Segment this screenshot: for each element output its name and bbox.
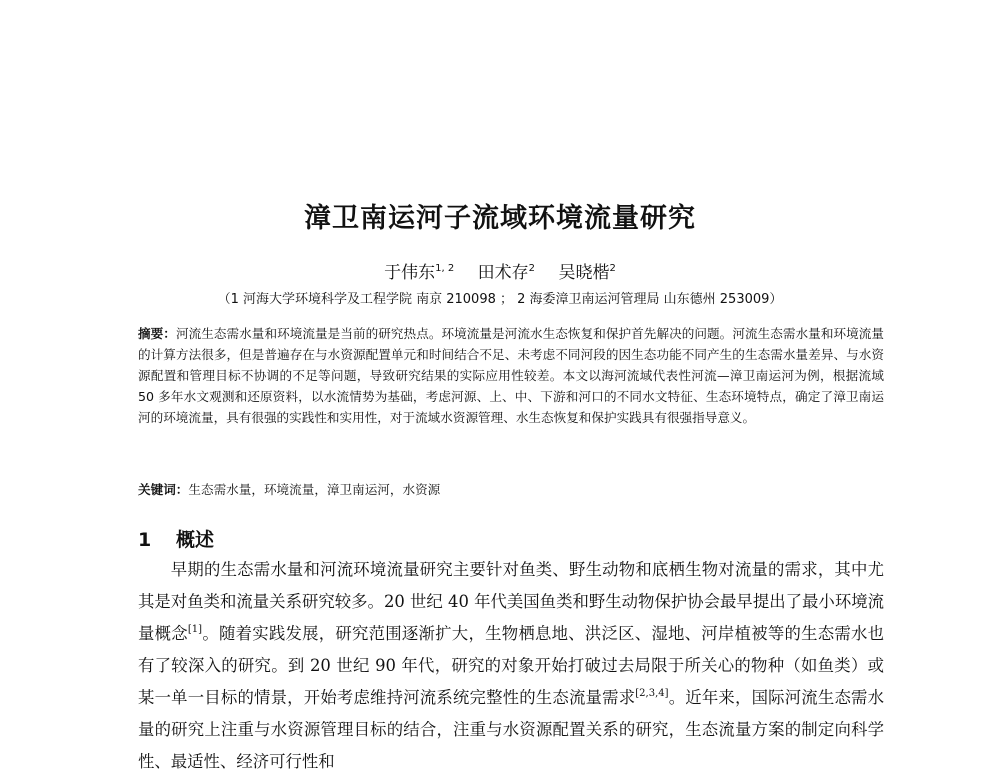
author-name: 吴晓楷 [558, 263, 610, 283]
affiliation: （1 河海大学环境科学及工程学院 南京 210098 ； 2 海委漳卫南运河管理局 山东德州 253009） [217, 292, 783, 307]
author-name: 田术存 [477, 263, 529, 283]
section-heading [138, 525, 214, 552]
citation-ref: [1] [187, 624, 203, 635]
author-1 [384, 263, 454, 283]
body-text-2: 。随着实践发展，研究范围逐渐扩大，生物栖息地、洪泛区、湿地、河岸植被等的生态需水也有了较深入的研究。到 20 世纪 90 年代，研究的对象开始打破过去局限于所关心的物种（如鱼类）或某一单一目标的情景，开始考虑维持河流系统完整性的生态流量需求 [138, 624, 885, 707]
author-affil-mark: 2 [528, 263, 536, 274]
keywords [138, 479, 884, 500]
abstract-label: 摘要： [138, 326, 176, 341]
author-name: 于伟东 [384, 263, 436, 283]
author-line [0, 258, 1000, 283]
author-affil-mark: 2 [609, 263, 616, 274]
section-number: 1 [138, 529, 152, 551]
keywords-label: 关键词： [138, 482, 189, 497]
body-paragraph [138, 554, 884, 778]
keywords-text: 生态需水量，环境流量，漳卫南运河，水资源 [188, 482, 441, 497]
body-text-1: 早期的生态需水量和河流环境流量研究主要针对鱼类、野生动物和底栖生物对流量的需求，其中尤其是对鱼类和流量关系研究较多。20 世纪 40 年代美国鱼类和野生动物保护协会最早提出了最小环境流量概念 [138, 560, 884, 643]
abstract-text: 河流生态需水量和环境流量是当前的研究热点。环境流量是河流水生态恢复和保护首先解决的问题。河流生态需水量和环境流量的计算方法很多，但是普遍存在与水资源配置单元和时间结合不足、未考虑不同河段的因生态功能不同产生的生态需水量差异、与水资源配置和管理目标不协调的不足等问题，导致研究结果的实际应用性较差。本文以海河流域代表性河流—漳卫南运河为例，根据流域 50 多年水文观测和还原资料，以水流情势为基础，考虑河源、上、中、下游和河口的不同水文特征、生态环境特点，确定了漳卫南运河的环境流量，具有很强的实践性和实用性，对于流域水资源管理、水生态恢复和保护实践具有很强指导意义。 [138, 326, 885, 425]
paper-title: 漳卫南运河子流域环境流量研究 [304, 203, 696, 234]
abstract [138, 323, 884, 428]
author-3 [558, 263, 615, 283]
body-text-3: 。近年来，国际河流生态需水量的研究上注重与水资源管理目标的结合，注重与水资源配置关系的研究，生态流量方案的制定向科学性、最适性、经济可行性和 [138, 688, 884, 771]
author-2 [478, 263, 535, 283]
section-title: 概述 [176, 529, 215, 551]
author-affil-mark: 1, 2 [435, 263, 455, 274]
citation-ref: [2,3,4] [635, 688, 669, 699]
